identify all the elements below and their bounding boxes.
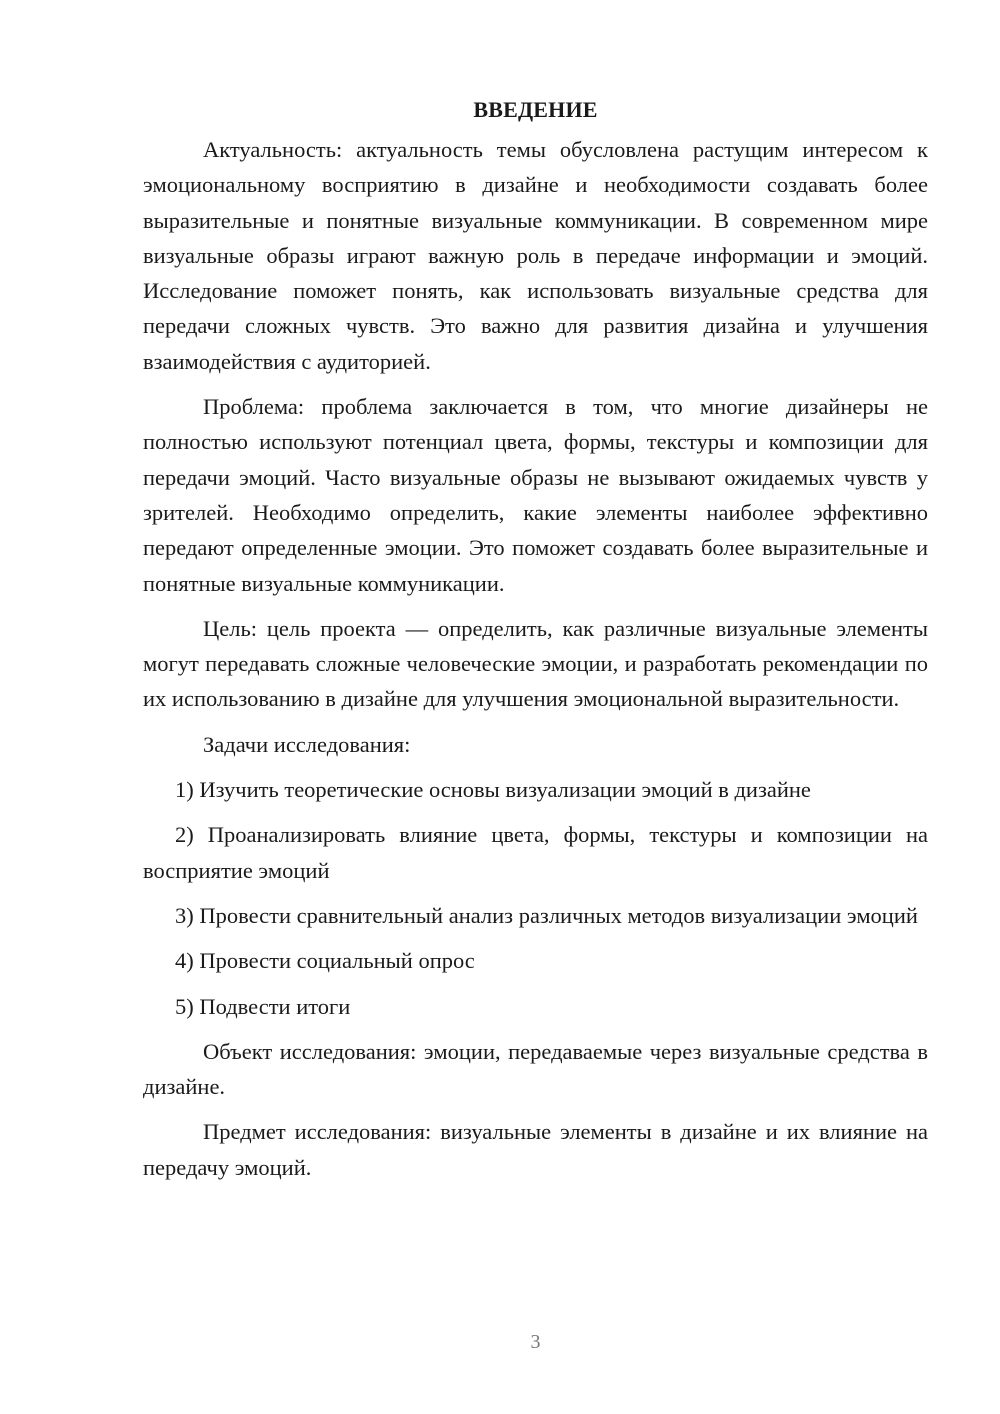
goal-paragraph: Цель: цель проекта — определить, как различные визуальные элементы могут передавать сложные человеческие эмоции, и разработать рекомендации по их использованию в дизайне для улучшения эмоциональной выразительности. [143,615,928,712]
page-number: 3 [530,1331,541,1353]
tasks-heading: Задачи исследования: [203,731,411,757]
object-paragraph: Объект исследования: эмоции, передаваемые через визуальные средства в дизайне. [143,1038,928,1100]
problem-paragraph: Проблема: проблема заключается в том, что многие дизайнеры не полностью используют потенциал цвета, формы, текстуры и композиции для передачи эмоций. Часто визуальные образы не вызывают ожидаемых чувств у зрителей. Необходимо определить, какие элементы наиболее эффективно передают определенные эмоции. Это поможет создавать более выразительные и понятные визуальные коммуникации. [143,394,928,596]
subject-paragraph: Предмет исследования: визуальные элементы в дизайне и их влияние на передачу эмоций. [143,1119,928,1180]
task-item-1: 1) Изучить теоретические основы визуализации эмоций в дизайне [175,777,811,803]
relevance-paragraph: Актуальность: актуальность темы обусловлена растущим интересом к эмоциональному восприятию в дизайне и необходимости создавать более выразительные и понятные визуальные коммуникации. В современном мире визуальные образы играют важную роль в передаче информации и эмоций. Исследование поможет понять, как использовать визуальные средства для передачи сложных чувств. Это важно для развития дизайна и улучшения взаимодействия с аудиторией. [143,137,928,374]
task-item-5: 5) Подвести итоги [175,993,351,1019]
task-item-4: 4) Провести социальный опрос [175,948,475,974]
page-title: ВВЕДЕНИЕ [473,97,598,122]
task-item-2: 2) Проанализировать влияние цвета, формы, текстуры и композиции на восприятие эмоций [143,822,928,883]
task-item-3: 3) Провести сравнительный анализ различных методов визуализации эмоций [175,902,918,928]
document-page [143,92,928,1185]
